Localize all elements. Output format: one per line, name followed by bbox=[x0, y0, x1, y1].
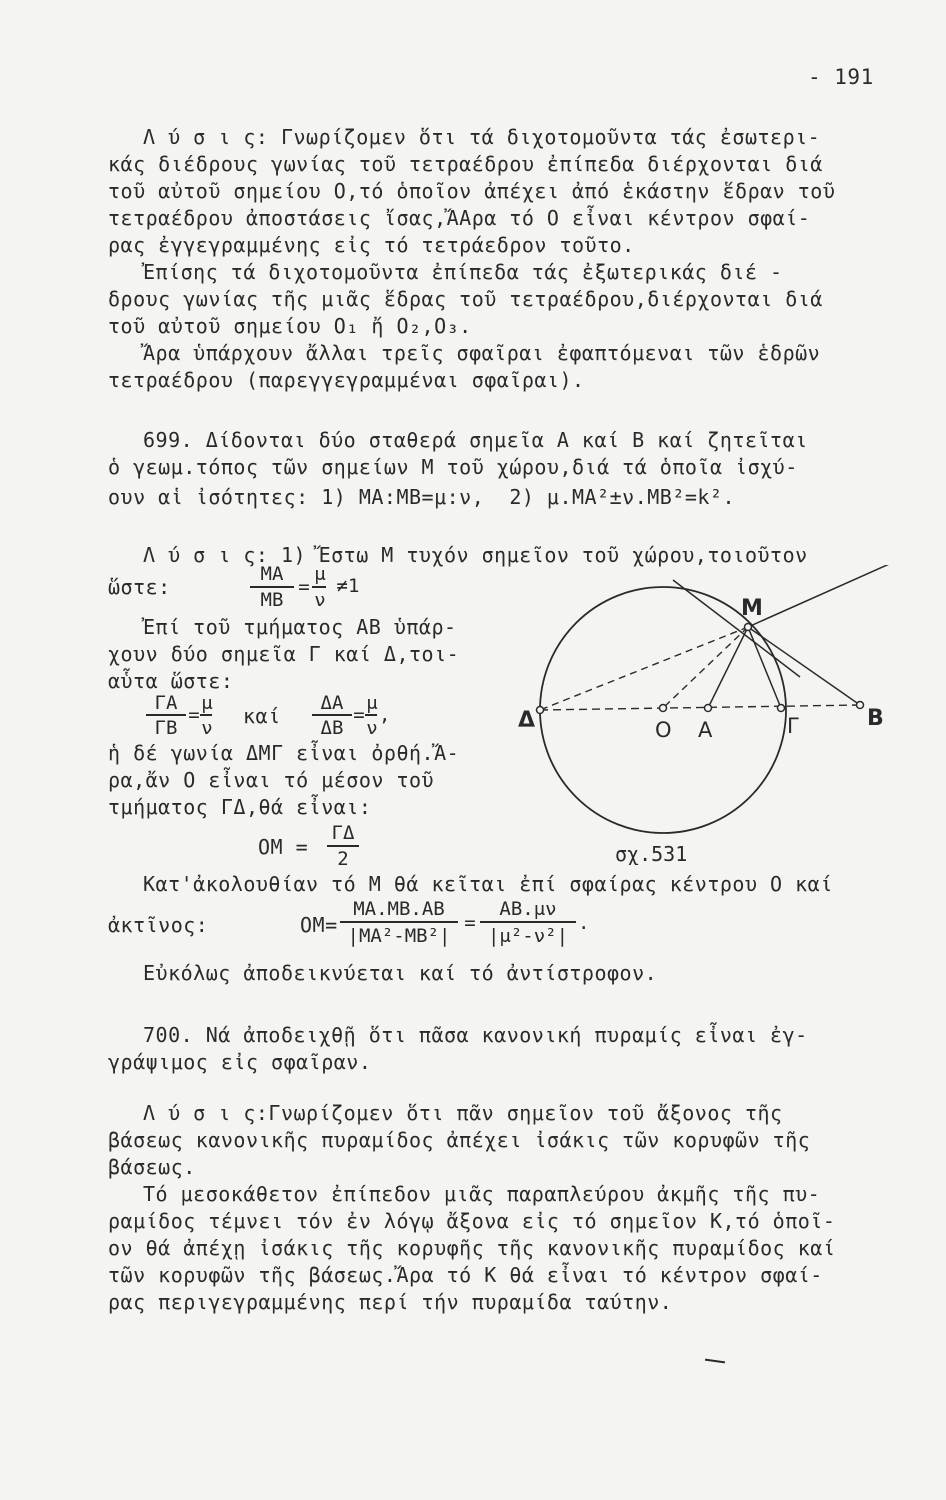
problem-700-line: 700. Νά ἀποδειχθῇ ὅτι πᾶσα κανονική πυραμίς εἶναι ἐγ- bbox=[143, 1023, 808, 1047]
segment-m-b bbox=[748, 627, 860, 705]
text-line: τοῦ αὐτοῦ σημείου Ο₁ ἤ Ο₂,Ο₃. bbox=[108, 314, 472, 338]
text-line: δρους γωνίας τῆς μιᾶς ἕδρας τοῦ τετραέδρου,διέρχονται διά bbox=[108, 287, 823, 311]
segment-delta-b bbox=[540, 705, 860, 710]
solution-699-line: ἡ δέ γωνία ΔΜΓ εἶναι ὀρθή.Ἄ- bbox=[108, 741, 460, 765]
point-a bbox=[705, 705, 712, 712]
problem-699-line: 699. Δίδονται δύο σταθερά σημεῖα Α καί Β καί ζητεῖται bbox=[143, 428, 808, 452]
fraction-bar bbox=[340, 921, 458, 923]
solution-699-line: αὗτα ὥστε: bbox=[108, 669, 234, 693]
fraction-numerator: μ bbox=[366, 692, 378, 714]
problem-699-line: ουν αἱ ἰσότητες: 1) ΜΑ:ΜΒ=μ:ν, 2) μ.ΜΑ²±ν.ΜΒ²=k². bbox=[108, 485, 736, 509]
solution-700-line: ραμίδος τέμνει τόν ἐν λόγῳ ἄξονα εἰς τό σημεῖον Κ,τό ὁποῖ- bbox=[108, 1209, 836, 1233]
solution-700-line: βάσεως. bbox=[108, 1155, 196, 1179]
tangent-line bbox=[673, 580, 800, 677]
fraction-bar bbox=[312, 714, 352, 716]
equals-sign: = bbox=[188, 704, 200, 726]
solution-699-line: Ἐπί τοῦ τμήματος ΑΒ ὑπάρ- bbox=[143, 615, 457, 639]
page-number: - 191 bbox=[808, 65, 874, 89]
fraction-bar bbox=[250, 586, 294, 588]
fraction-bar bbox=[480, 921, 576, 923]
fraction-numerator: ΓΑ bbox=[154, 692, 178, 714]
solution-700-line: Τό μεσοκάθετον ἐπίπεδον μιᾶς παραπλεύρου ἀκμῆς τῆς πυ- bbox=[143, 1182, 821, 1206]
solution-700-line: τῶν κορυφῶν τῆς βάσεως.Ἄρα τό Κ θά εἶναι τό κέντρον σφαί- bbox=[108, 1263, 823, 1287]
fraction-numerator: μ bbox=[201, 692, 213, 714]
solution-700-line: βάσεως κανονικῆς πυραμίδος ἀπέχει ἰσάκις τῶν κορυφῶν τῆς bbox=[108, 1128, 811, 1152]
solution-700-line: Λ ύ σ ι ς:Γνωρίζομεν ὅτι πᾶν σημεῖον τοῦ ἄξονος τῆς bbox=[143, 1101, 783, 1125]
segment-m-delta bbox=[540, 627, 748, 710]
problem-699-line: ὁ γεωμ.τόπος τῶν σημείων Μ τοῦ χώρου,διά τά ὁποῖα ἰσχύ- bbox=[108, 455, 798, 479]
text-line: Ἐπίσης τά διχοτομοῦντα ἐπίπεδα τάς ἐξωτερικάς διέ - bbox=[143, 260, 783, 284]
fraction-bar bbox=[146, 714, 186, 716]
segment-m-a bbox=[708, 627, 748, 708]
geometry-figure bbox=[505, 565, 905, 865]
text-line: τοῦ αὐτοῦ σημείου Ο,τό ὁποῖον ἀπέχει ἀπό ἑκάστην ἕδραν τοῦ bbox=[108, 179, 836, 203]
fraction-denominator: 2 bbox=[337, 848, 349, 870]
comma: , bbox=[379, 704, 391, 726]
fraction-denominator: |μ²-ν²| bbox=[487, 925, 569, 947]
fraction-numerator: ΓΔ bbox=[331, 822, 355, 844]
period: . bbox=[578, 912, 590, 934]
point-b bbox=[857, 702, 864, 709]
aktinos-label: ἀκτῖνος: bbox=[108, 913, 209, 937]
fraction-numerator: μ bbox=[314, 563, 326, 585]
solution-700-line: ρας περιγεγραμμένης περί τήν πυραμίδα ταύτην. bbox=[108, 1290, 673, 1314]
point-m bbox=[745, 624, 752, 631]
fraction-denominator: ΓΒ bbox=[154, 717, 178, 739]
radius-lhs: ΟΜ= bbox=[300, 913, 338, 937]
segment-m-o bbox=[663, 627, 748, 708]
equals-sign: = bbox=[464, 912, 476, 934]
equals-sign: = bbox=[353, 704, 365, 726]
fraction-denominator: ΔΒ bbox=[320, 717, 344, 739]
text-line: Λ ύ σ ι ς: Γνωρίζομεν ὅτι τά διχοτομοῦντα τάς ἐσωτερι- bbox=[143, 125, 821, 149]
kai-word: καί bbox=[243, 704, 281, 728]
fraction-denominator: ΜΒ bbox=[260, 589, 284, 611]
fraction-numerator: ΜΑ bbox=[260, 563, 284, 585]
hoste-label: ὥστε: bbox=[108, 575, 171, 599]
ray-line bbox=[748, 565, 905, 627]
solution-700-line: ον θά ἀπέχῃ ἰσάκις τῆς κορυφῆς τῆς κανονικῆς πυραμίδος καί bbox=[108, 1236, 836, 1260]
fraction-denominator: |ΜΑ²-ΜΒ²| bbox=[347, 925, 451, 947]
label-gamma: Γ bbox=[787, 714, 799, 738]
text-line: τετραέδρου ἀποστάσεις ἴσας,ἌΑρα τό Ο εἶναι κέντρον σφαί- bbox=[108, 206, 811, 230]
label-delta: Δ bbox=[518, 708, 536, 733]
fraction-bar bbox=[312, 586, 326, 588]
solution-699-line: Λ ύ σ ι ς: 1) Ἔστω Μ τυχόν σημεῖον τοῦ χώρου,τοιοῦτον bbox=[143, 543, 808, 567]
fraction-denominator: ν bbox=[366, 717, 378, 739]
solution-699-line: ρα,ἄν Ο εἶναι τό μέσον τοῦ bbox=[108, 768, 435, 792]
text-line: ρας ἐγγεγραμμένης εἰς τό τετράεδρον τοῦτο. bbox=[108, 233, 635, 257]
point-delta bbox=[537, 707, 544, 714]
label-o: O bbox=[655, 718, 672, 742]
solution-699-line: τμήματος ΓΔ,θά εἶναι: bbox=[108, 795, 372, 819]
text-line: κάς διέδρους γωνίας τοῦ τετραέδρου ἐπίπεδα διέρχονται διά bbox=[108, 152, 823, 176]
equals-sign: = bbox=[298, 576, 310, 598]
point-o bbox=[660, 705, 667, 712]
fraction-numerator: ΜΑ.ΜΒ.ΑΒ bbox=[353, 898, 445, 920]
point-gamma bbox=[778, 705, 785, 712]
om-label: ΟΜ = bbox=[258, 835, 309, 859]
solution-699-line: Κατ'ἀκολουθίαν τό Μ θά κεῖται ἐπί σφαίρας κέντρου Ο καί bbox=[143, 872, 833, 896]
fraction-numerator: ΑΒ.μν bbox=[499, 898, 557, 920]
label-b: B bbox=[867, 706, 884, 731]
fraction-numerator: ΔΑ bbox=[320, 692, 344, 714]
fraction-bar bbox=[365, 714, 377, 716]
fraction-bar bbox=[200, 714, 212, 716]
text-line: τετραέδρου (παρεγγεγραμμέναι σφαῖραι). bbox=[108, 368, 585, 392]
problem-700-line: γράψιμος εἰς σφαῖραν. bbox=[108, 1050, 372, 1074]
pen-mark bbox=[705, 1359, 725, 1364]
fraction-denominator: ν bbox=[201, 717, 213, 739]
solution-699-line: χουν δύο σημεῖα Γ καί Δ,τοι- bbox=[108, 642, 460, 666]
label-a: A bbox=[698, 718, 713, 742]
fraction-denominator: ν bbox=[314, 589, 326, 611]
fraction-bar bbox=[327, 845, 359, 847]
not-equal-one: ≠1 bbox=[336, 575, 360, 597]
text-line: Ἄρα ὑπάρχουν ἄλλαι τρεῖς σφαῖραι ἐφαπτόμεναι τῶν ἑδρῶν bbox=[143, 341, 821, 365]
figure-caption: σχ.531 bbox=[615, 842, 688, 865]
solution-699-line: Εὐκόλως ἀποδεικνύεται καί τό ἀντίστροφον. bbox=[143, 961, 658, 985]
label-m: M bbox=[741, 596, 763, 621]
